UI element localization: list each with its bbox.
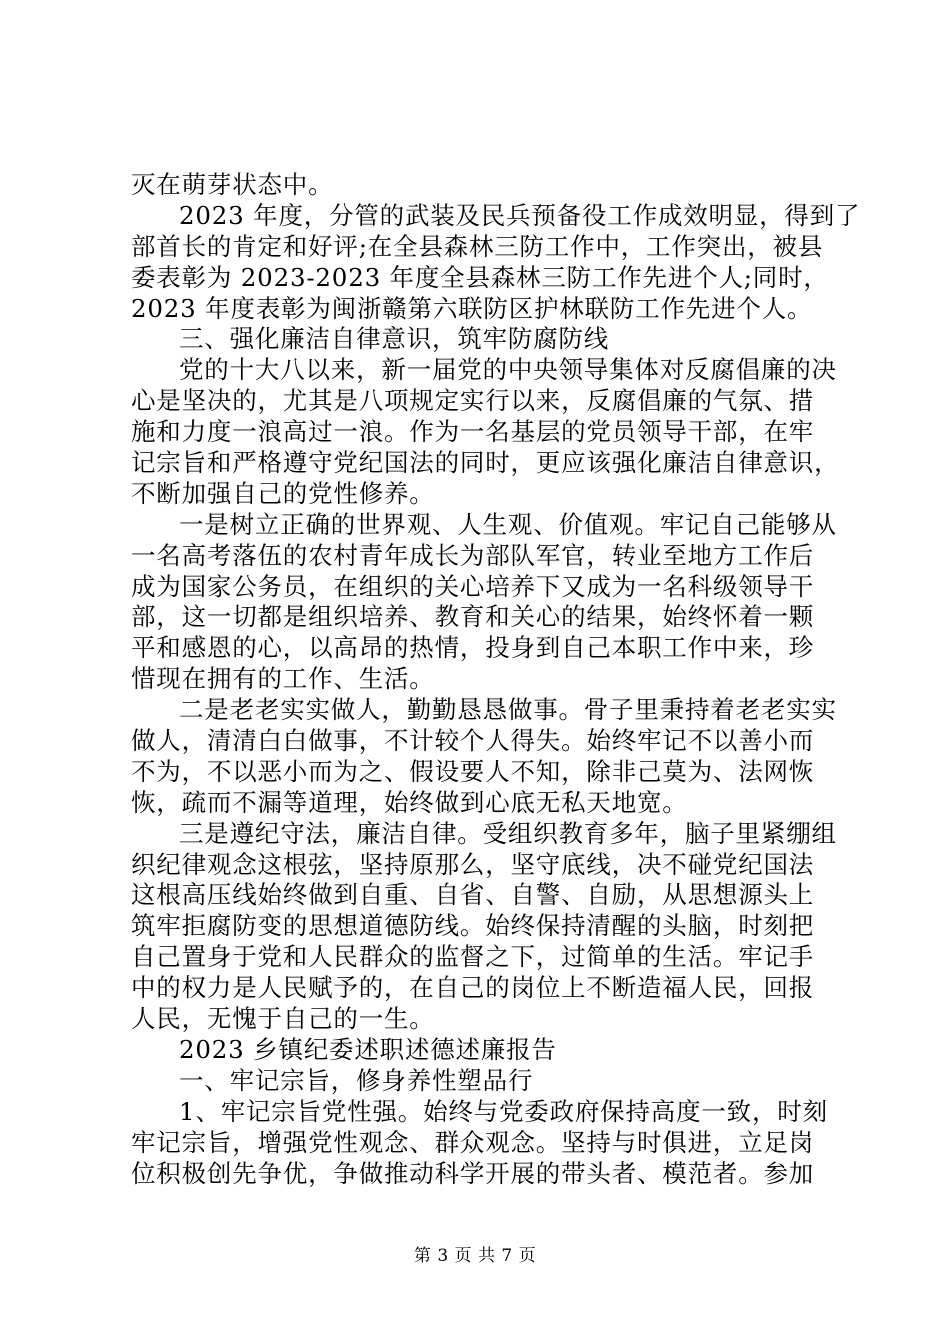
section-heading: 三、强化廉洁自律意识，筑牢防腐防线	[179, 324, 610, 354]
text-line: 不为，不以恶小而为之、假设要人不知，除非己莫为、法网恢	[131, 756, 815, 786]
text-line: 2023 年度表彰为闽浙赣第六联防区护林联防工作先进个人。	[131, 293, 813, 323]
text-line: 记宗旨和严格遵守党纪国法的同时，更应该强化廉洁自律意识，	[131, 448, 840, 478]
text-line: 委表彰为 2023-2023 年度全县森林三防工作先进个人;同时，	[131, 262, 829, 292]
text-line: 2023 年度，分管的武装及民兵预备役工作成效明显，得到了	[179, 200, 861, 230]
section-heading: 一、牢记宗旨，修身养性塑品行	[179, 1065, 534, 1095]
text-line: 织纪律观念这根弦，坚持原那么，坚守底线，决不碰党纪国法	[131, 849, 815, 879]
text-line: 心是坚决的，尤其是八项规定实行以来，反腐倡廉的气氛、措	[131, 386, 815, 416]
document-body	[131, 170, 861, 1189]
text-line: 部，这一切都是组织培养、教育和关心的结果，始终怀着一颗	[131, 602, 815, 632]
text-line: 恢，疏而不漏等道理，始终做到心底无私天地宽。	[131, 787, 688, 817]
text-line: 施和力度一浪高过一浪。作为一名基层的党员领导干部，在牢	[131, 417, 815, 447]
page-number-footer: 第 3 页 共 7 页	[413, 1246, 537, 1266]
text-line: 不断加强自己的党性修养。	[131, 478, 435, 508]
text-line: 牢记宗旨，增强党性观念、群众观念。坚持与时俱进，立足岗	[131, 1127, 815, 1157]
text-line: 三是遵纪守法，廉洁自律。受组织教育多年，脑子里紧绷组	[179, 818, 837, 848]
text-line: 人民，无愧于自己的一生。	[131, 1004, 435, 1034]
text-line: 做人，清清白白做事，不计较个人得失。始终牢记不以善小而	[131, 726, 815, 756]
text-line: 平和感恩的心，以高昂的热情，投身到自己本职工作中来，珍	[131, 633, 815, 663]
document-title: 2023 乡镇纪委述职述德述廉报告	[179, 1034, 557, 1064]
text-line: 二是老老实实做人，勤勤恳恳做事。骨子里秉持着老老实实	[179, 695, 837, 725]
text-line: 位积极创先争优，争做推动科学开展的带头者、模范者。参加	[131, 1158, 815, 1188]
text-line: 部首长的肯定和好评;在全县森林三防工作中，工作突出，被县	[131, 231, 824, 261]
text-line: 惜现在拥有的工作、生活。	[131, 664, 435, 694]
text-line: 中的权力是人民赋予的，在自己的岗位上不断造福人民，回报	[131, 973, 815, 1003]
text-line: 一是树立正确的世界观、人生观、价值观。牢记自己能够从	[179, 509, 837, 539]
text-line: 这根高压线始终做到自重、自省、自警、自励，从思想源头上	[131, 880, 815, 910]
text-line: 灭在萌芽状态中。	[131, 170, 334, 199]
text-line: 1、牢记宗旨党性强。始终与党委政府保持高度一致，时刻	[179, 1096, 828, 1126]
text-line: 自己置身于党和人民群众的监督之下，过简单的生活。牢记手	[131, 942, 815, 972]
text-line: 一名高考落伍的农村青年成长为部队军官，转业至地方工作后	[131, 540, 815, 570]
text-line: 筑牢拒腐防变的思想道德防线。始终保持清醒的头脑，时刻把	[131, 911, 815, 941]
text-line: 成为国家公务员，在组织的关心培养下又成为一名科级领导干	[131, 571, 815, 601]
text-line: 党的十大八以来，新一届党的中央领导集体对反腐倡廉的决	[179, 355, 837, 385]
